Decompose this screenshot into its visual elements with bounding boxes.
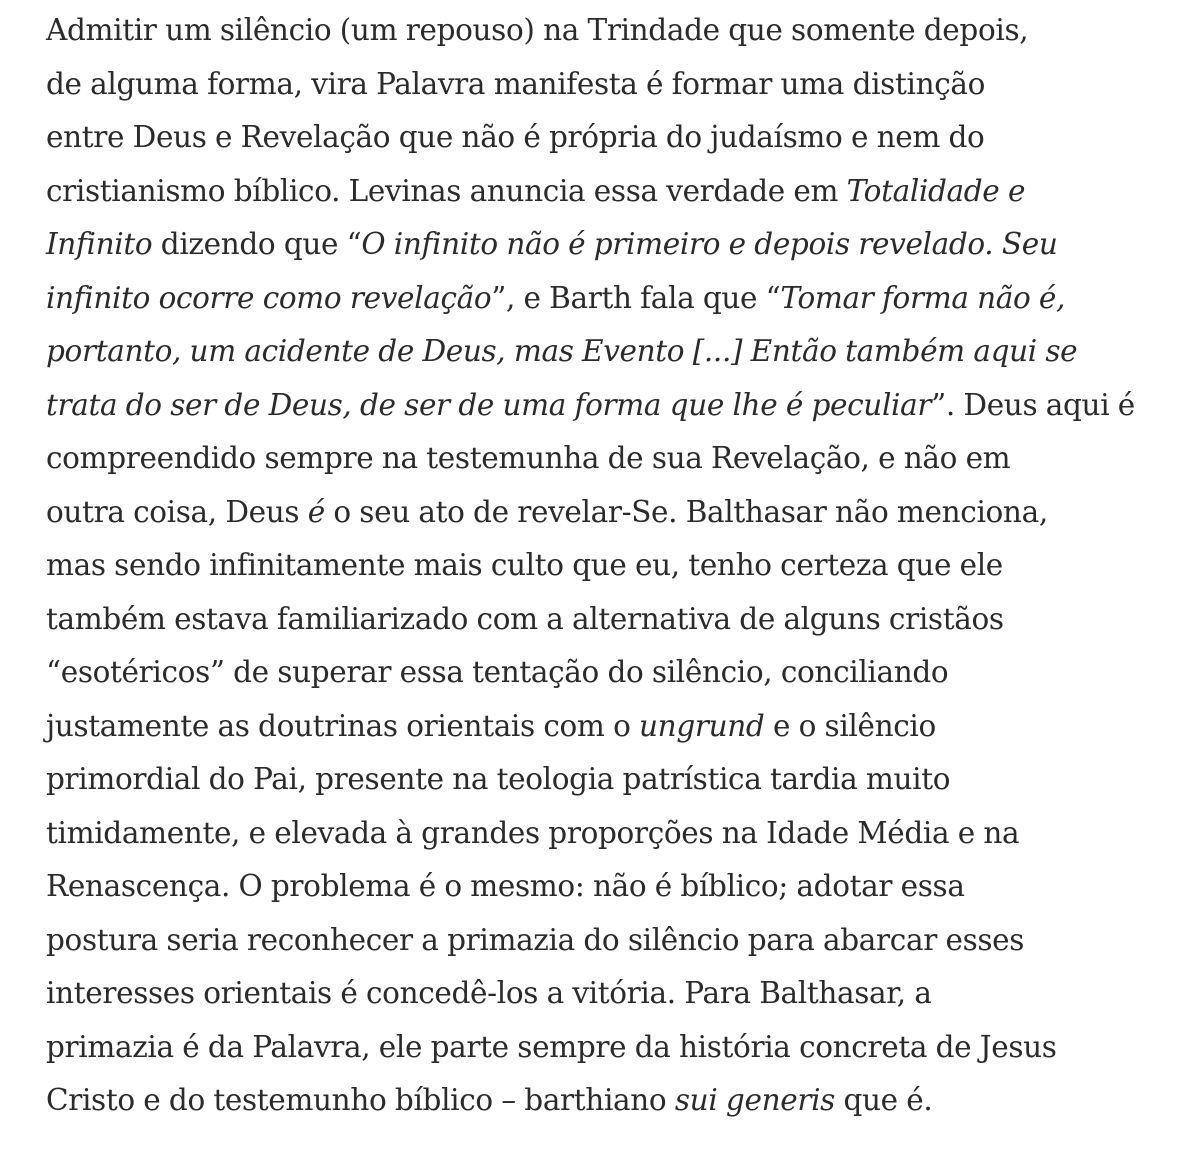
text-run: de alguma forma, vira Palavra manifesta é formar uma distinção (46, 66, 986, 101)
italic-text-run: trata do ser de Deus, de ser de uma forma que lhe é peculiar (46, 387, 932, 422)
italic-text-run: Totalidade e (846, 173, 1026, 208)
paragraph-line (46, 325, 1160, 379)
text-run: postura seria reconhecer a primazia do silêncio para abarcar esses (46, 922, 1025, 957)
text-run: entre Deus e Revelação que não é própria do judaísmo e nem do (46, 120, 985, 154)
paragraph-line (46, 58, 1160, 112)
text-run: timidamente, e elevada à grandes proporções na Idade Média e na (46, 815, 1020, 850)
text-run: Admitir um silêncio (um repouso) na Trindade que somente depois, (46, 13, 1029, 47)
paragraph-line (46, 1074, 1160, 1128)
italic-text-run: ungrund (639, 708, 765, 743)
paragraph-line (46, 218, 1160, 272)
text-run: interesses orientais é concedê-los a vitória. Para Balthasar, a (46, 976, 932, 1010)
italic-text-run: portanto, um acidente de Deus, mas Evento [...] Então também aqui se (46, 334, 1078, 368)
text-run: primordial do Pai, presente na teologia patrística tardia muito (46, 762, 951, 796)
italic-text-run: Infinito (46, 227, 153, 261)
paragraph-line (46, 700, 1160, 754)
paragraph-line (46, 753, 1160, 807)
paragraph-line (46, 593, 1160, 647)
italic-text-run: sui generis (674, 1083, 835, 1117)
text-run: e o silêncio (764, 708, 936, 743)
italic-text-run: infinito ocorre como revelação (46, 280, 492, 315)
italic-text-run: O infinito não é primeiro e depois revelado. Seu (361, 227, 1058, 261)
paragraph-line (46, 539, 1160, 593)
paragraph-line (46, 1021, 1160, 1075)
paragraph-line (46, 486, 1160, 540)
paragraph-line (46, 272, 1160, 326)
article-paragraph (46, 4, 1160, 1128)
text-run: que é. (834, 1083, 933, 1117)
text-run: cristianismo bíblico. Levinas anuncia essa verdade em (46, 173, 847, 208)
paragraph-line (46, 914, 1160, 968)
text-run: compreendido sempre na testemunha de sua Revelação, e não em (46, 441, 1011, 475)
text-run: ”, e Barth fala que “ (491, 280, 781, 315)
text-run: o seu ato de revelar-Se. Balthasar não menciona, (324, 494, 1048, 529)
text-run: justamente as doutrinas orientais com o (46, 708, 640, 743)
text-run: mas sendo infinitamente mais culto que eu, tenho certeza que ele (46, 548, 1003, 582)
paragraph-line (46, 967, 1160, 1021)
paragraph-line (46, 646, 1160, 700)
italic-text-run: Tomar forma não é, (780, 280, 1066, 315)
italic-text-run: é (307, 494, 325, 529)
text-run: ”. Deus aqui é (931, 387, 1135, 422)
paragraph-line (46, 4, 1160, 58)
text-run: Renascença. O problema é o mesmo: não é bíblico; adotar essa (46, 869, 965, 903)
text-run: Cristo e do testemunho bíblico – barthiano (46, 1083, 675, 1117)
paragraph-line (46, 860, 1160, 914)
paragraph-line (46, 111, 1160, 165)
text-run: também estava familiarizado com a alternativa de alguns cristãos (46, 601, 1004, 636)
paragraph-line (46, 432, 1160, 486)
paragraph-line (46, 807, 1160, 861)
paragraph-line (46, 165, 1160, 219)
text-run: “esotéricos” de superar essa tentação do silêncio, conciliando (46, 655, 949, 689)
paragraph-line (46, 379, 1160, 433)
text-run: dizendo que “ (152, 227, 362, 261)
text-run: primazia é da Palavra, ele parte sempre da história concreta de Jesus (46, 1029, 1057, 1064)
text-run: outra coisa, Deus (46, 494, 308, 529)
